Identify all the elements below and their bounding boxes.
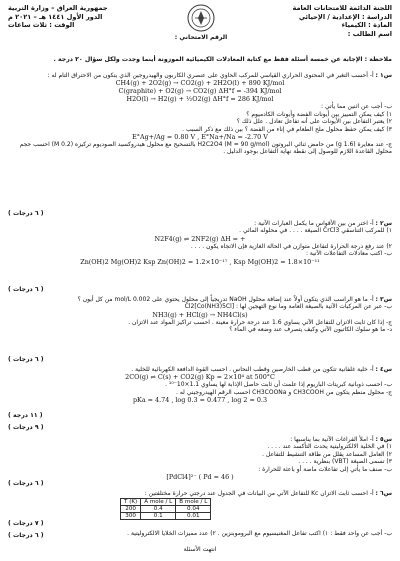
exam-number-label: الرقم الامتحاني : [174,34,228,41]
question-2-label: س٢ : [375,220,392,227]
question-5-label: س٥ : [375,436,392,443]
question-1a: أ- أحسب التغير في المحتوى الحراري القياسي للمركب الحاوي على عنصري الكاربون والهيدروجين الذي يتكون من الاحتراق التام له : [47,72,374,79]
equation: [PdCl4]²⁻ ( Pd = 46 ) [166,473,234,482]
equation: CH4(g) + 2O2(g) → CO2(g) + 2H2O(l) + 890 KJ/mol [115,79,285,88]
question-2 [8,220,392,266]
marks-label: ( ٦ درجات ) [8,356,44,363]
question-4b: ب- احسب ذوبانية كبريتات الباريوم إذا علمت أن ثابت حاصل الإذابة لها يساوي 1.1×10⁻¹⁰ . [165,381,392,389]
marks-label: ( ٩ درجات ) [8,424,44,431]
equation: pKa = 4.74 , log 0.3 = 0.477 , log 2 = 0.3 [132,396,268,405]
question-4 [8,366,392,404]
ministry-name: جمهورية العراق – وزارة التربية [8,4,108,12]
table-header-cell: B mole / L [176,499,211,506]
question-item: ١) للمركب التناسقي CrCl3 الصيغة . . . . في محلوله المائي . [239,227,392,235]
question-3-label: س٣ : [375,296,392,303]
marks-label: ( ٦ درجات ) [8,532,44,539]
equation: Zn(OH)2 Mg(OH)2 Ksp Zn(OH)2 = 1.2×10⁻¹⁷ , Ksp Mg(OH)2 = 1.8×10⁻¹¹ [80,257,320,266]
question-3a: أ- ما هو الراسب الذي يتكون أولاً عند إضافة محلول NaOH تدريجياً إلى محلول يحتوي على 0.002 mol/L من كل أيون ؟ [77,296,374,303]
marks-label: ( ١١ درجة ) [8,412,43,419]
equation: N2F4(g) ⇌ 2NF2(g) ΔH = + [154,234,246,243]
question-5a: أ- املأ الفراغات الآتية بما يناسبها : [290,436,374,443]
question-3c: ج- إذا كان ثابت الاتزان للتفاعل الآتي يساوي 1.6 عند درجة حرارة معينة . احسب تراكيز المواد عند الاتزان . [128,318,392,326]
table-row [121,506,211,513]
question-item: ٢) العامل المساعد يقلل من طاقة التنشيط للتفاعل . [262,450,392,458]
question-4c: ج- محلول منظم يتكون من CH3COOH و CH3COONa احسب الرقم الهيدروجيني له . [176,388,392,396]
student-name-label: اسم الطالب : [347,29,392,38]
question-item: ٣) كيف يمكن حفظ محلول ملح الطعام في إناء من الفضة ؟ بين ذلك مع ذكر السبب . [182,125,392,133]
question-3b: ب- عبر عن المركبات الآتية بالصيغة العامة وما نوع التهجين لها : [Co(NH3)5Cl]Cl2 [184,303,392,311]
kinetics-table [120,498,211,520]
exam-note: ملاحظة : الإجابة عن خمسة أسئلة فقط مع كتابة المعادلات الكيميائية الموزونة أينما وجدت ولكل سؤال ٢٠ درجة . [53,56,392,63]
marks-label: ( ٦ درجات ) [8,480,44,487]
question-5 [8,436,392,481]
equation: H2O(l) → H2(g) + ½O2(g) ΔH°f = 286 KJ/mol [126,95,274,104]
equation: NH3(g) + HCl(g) → NH4Cl(s) [152,310,248,319]
question-6b: ب- أجب عن واحد فقط : ١) اكتب تفاعل المغنيسيوم مع البروموبنزين . ٢) عدد مميزات الخلايا الالكتروليتية . [127,530,392,537]
equation: E°Ag+/Ag = 0.80 V , E°Na+/Na = -2.70 V [132,133,268,142]
question-6-label: س٦ : [375,490,392,497]
marks-label: ( ٦ درجات ) [8,210,44,217]
question-item: ٢) يعتبر التفاعل بين الأيونات على أنه تفاعل تعادل . علل ذلك ؟ [236,118,392,126]
ministry-seal-icon [186,3,216,33]
table-cell: 0.1 [141,513,176,520]
question-6 [8,490,392,497]
table-cell: 0.4 [141,506,176,513]
question-1-label: س١ : [375,72,392,79]
table-cell: 200 [121,506,141,513]
question-item: ١) كيف يمكن التمييز بين أيونات الفضة وأيونات الكادميوم ؟ [246,110,392,118]
equation: C(graphite) + O2(g) → CO2(g) ΔH°f = -394 KJ/mol [118,87,282,96]
question-4-label: س٤ : [375,366,392,373]
question-1c: ج- عند معايرة (1.6 g) من حامض ثنائي البروتون (M = 90 g/mol) H2C2O4 بالتسحيح مع محلول هيدروكسيد الصوديوم تركيزه (0.2 M) احسب حجم محلول القاعدة اللازم للوصول إلى نقطة نهاية التفاعل بوجود الدليل . [19,141,392,156]
end-of-questions: انتهت الأسئلة [183,546,217,553]
question-item: ٣) تسمى الصيغة (VBT) بنظرية . . . . [298,458,392,466]
table-cell: 300 [121,513,141,520]
question-2b: ب- اكتب معادلات التفاعلات الآتية : [305,250,392,258]
subject: المادة : الكيمياء [341,21,392,30]
question-5b: ب- صنف ما يأتي إلى تفاعلات ماصة أو باعثة للحرارة : [258,465,392,473]
marks-label: ( ٧ درجات ) [8,520,44,527]
header-left [8,4,116,30]
header-middle [150,34,252,42]
question-3 [8,296,392,334]
question-2a: أ- اختر من بين الأقواس ما يكمل العبارات الآتية : [254,220,374,227]
question-6a: أ- احسب ثابت الاتزان Kc للتفاعل الآتي من البيانات في الجدول عند درجتي حرارة مختلفتين : [144,490,374,497]
exam-duration: الوقت : ثلاث ساعات [8,21,75,30]
table-cell: 0.01 [176,513,211,520]
question-4a: أ- خلية غلفانية تتكون من قطب الخارصين وقطب النحاس . احسب القوة الدافعة الكهربائية للخلية . [131,366,374,373]
exam-round: الدور الأول ١٤٤١ هـ – ٢٠٢١ م [8,12,103,21]
committee-name: اللجنة الدائمة للامتحانات العامة [292,4,392,12]
question-1 [8,72,392,156]
question-item: ١) في الخلية الالكتروليتية يحدث التأكسد عند . . . . [267,443,392,451]
question-3d: د- ما هو سلوك الكاتيون الآتي وكيف يتصرف عند وضعه في الماء ؟ [229,326,392,334]
study-branch: الدراسة : الإعدادية / الإحيائي [298,12,392,21]
header-right [274,4,392,38]
question-1b: ب- أجب عن اثنين مما يأتي : [321,103,392,111]
equation: 2CO(g) ⇌ C(s) + CO2(g) Kp = 2×10⁴ at 500°C [125,373,275,382]
marks-label: ( ٦ درجات ) [8,286,44,293]
table-row [121,513,211,520]
table-header-cell: T (K) [121,499,141,506]
table-cell: 0.04 [176,506,211,513]
table-header-cell: A mole / L [141,499,176,506]
table-header-row [121,499,211,506]
question-item: ٢) عند رفع درجة الحرارة لتفاعل متوازن في الحالة الغازية فإن الاتجاه يكون . . . . [190,242,392,250]
